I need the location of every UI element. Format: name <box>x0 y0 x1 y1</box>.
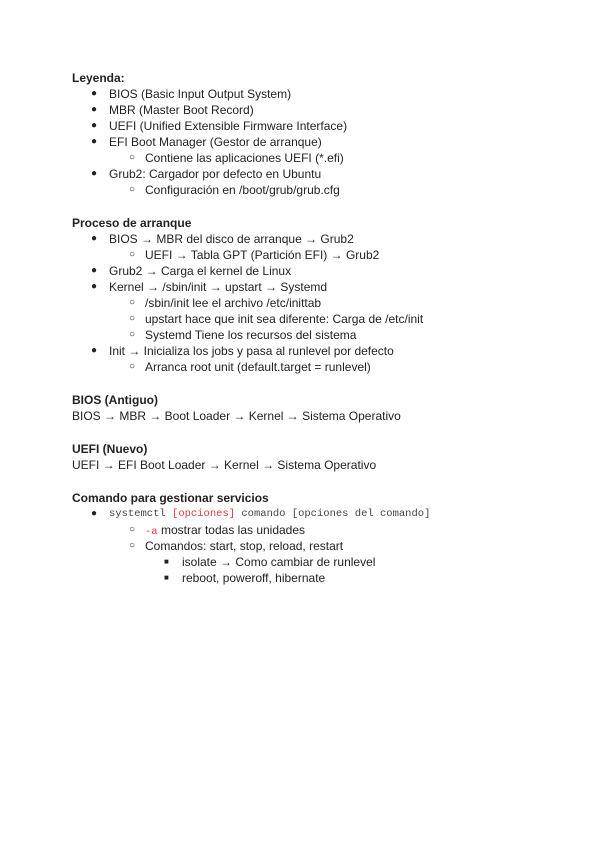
square-bullet-icon: ■ <box>164 557 169 566</box>
bullet-icon: ● <box>91 508 98 519</box>
command-rest: comando [opciones del comando] <box>241 508 431 520</box>
sub-list-item <box>72 359 542 375</box>
sub-list-item <box>72 327 542 343</box>
circle-bullet-icon: ○ <box>129 361 136 372</box>
command-syntax <box>109 506 430 522</box>
bullet-icon: ● <box>91 120 98 131</box>
bios-old-flow: BIOS → MBR → Boot Loader → Kernel → Sistema Operativo <box>72 409 401 423</box>
sub-list-item <box>72 522 542 538</box>
bullet-icon: ● <box>91 345 98 356</box>
list-item-text: BIOS (Basic Input Output System) <box>109 87 292 101</box>
services-heading: Comando para gestionar servicios <box>72 491 269 505</box>
circle-bullet-icon: ○ <box>129 540 136 551</box>
list-item <box>72 231 542 247</box>
sub-list-item <box>72 295 542 311</box>
list-item-text: MBR (Master Boot Record) <box>109 103 254 117</box>
sub-list-item-text: Systemd Tiene los recursos del sistema <box>145 328 357 342</box>
legend-heading: Leyenda: <box>72 71 125 85</box>
bios-old-heading: BIOS (Antiguo) <box>72 393 158 407</box>
circle-bullet-icon: ○ <box>129 329 136 340</box>
sub-list-item-text: Configuración en /boot/grub/grub.cfg <box>145 183 340 197</box>
circle-bullet-icon: ○ <box>129 524 136 535</box>
list-item-text: Init → Inicializa los jobs y pasa al runlevel por defecto <box>109 344 394 358</box>
sub-list-item-text: Comandos: start, stop, reload, restart <box>145 539 344 553</box>
sub-list-item-text: upstart hace que init sea diferente: Carga de /etc/init <box>145 312 424 326</box>
list-item <box>72 263 542 279</box>
sub-sub-list-item <box>72 570 542 586</box>
bullet-icon: ● <box>91 233 98 244</box>
list-item-text: EFI Boot Manager (Gestor de arranque) <box>109 135 322 149</box>
list-item <box>72 343 542 359</box>
circle-bullet-icon: ○ <box>129 249 136 260</box>
bullet-icon: ● <box>91 104 98 115</box>
sub-sub-list-item <box>72 554 542 570</box>
sub-sub-list-item-text: reboot, poweroff, hibernate <box>182 571 326 585</box>
bullet-icon: ● <box>91 168 98 179</box>
list-item <box>72 102 542 118</box>
bullet-icon: ● <box>91 88 98 99</box>
sub-list-item <box>72 182 542 198</box>
circle-bullet-icon: ○ <box>129 313 136 324</box>
sub-list-item-text: UEFI → Tabla GPT (Partición EFI) → Grub2 <box>145 248 380 262</box>
list-item-text: Grub2: Cargador por defecto en Ubuntu <box>109 167 322 181</box>
list-item-text: UEFI (Unified Extensible Firmware Interface) <box>109 119 348 133</box>
sub-list-item <box>72 247 542 263</box>
circle-bullet-icon: ○ <box>129 152 136 163</box>
list-item-text: Kernel → /sbin/init → upstart → Systemd <box>109 280 328 294</box>
circle-bullet-icon: ○ <box>129 184 136 195</box>
sub-list-item-text: Contiene las aplicaciones UEFI (*.efi) <box>145 151 344 165</box>
list-item-text: BIOS → MBR del disco de arranque → Grub2 <box>109 232 354 246</box>
command-options: [opciones] <box>172 508 236 520</box>
bullet-icon: ● <box>91 265 98 276</box>
uefi-new-heading: UEFI (Nuevo) <box>72 442 148 456</box>
sub-list-item <box>72 150 542 166</box>
flag-description: mostrar todas las unidades <box>160 523 306 537</box>
list-item <box>72 166 542 182</box>
sub-list-item <box>72 311 542 327</box>
bullet-icon: ● <box>91 281 98 292</box>
list-item <box>72 134 542 150</box>
boot-process-heading: Proceso de arranque <box>72 216 192 230</box>
list-item <box>72 506 542 522</box>
command-name: systemctl <box>109 508 166 520</box>
circle-bullet-icon: ○ <box>129 297 136 308</box>
list-item-text: Grub2 → Carga el kernel de Linux <box>109 264 292 278</box>
uefi-new-flow: UEFI → EFI Boot Loader → Kernel → Sistema Operativo <box>72 458 377 472</box>
flag-text: -a <box>145 526 158 538</box>
sub-sub-list-item-text: isolate → Como cambiar de runlevel <box>182 555 376 569</box>
list-item <box>72 279 542 295</box>
list-item <box>72 86 542 102</box>
document-page <box>72 70 542 586</box>
list-item <box>72 118 542 134</box>
sub-list-item-text: Arranca root unit (default.target = runlevel) <box>145 360 371 374</box>
bullet-icon: ● <box>91 136 98 147</box>
sub-list-item <box>72 538 542 554</box>
square-bullet-icon: ■ <box>164 573 169 582</box>
sub-list-item-text: /sbin/init lee el archivo /etc/inittab <box>145 296 322 310</box>
